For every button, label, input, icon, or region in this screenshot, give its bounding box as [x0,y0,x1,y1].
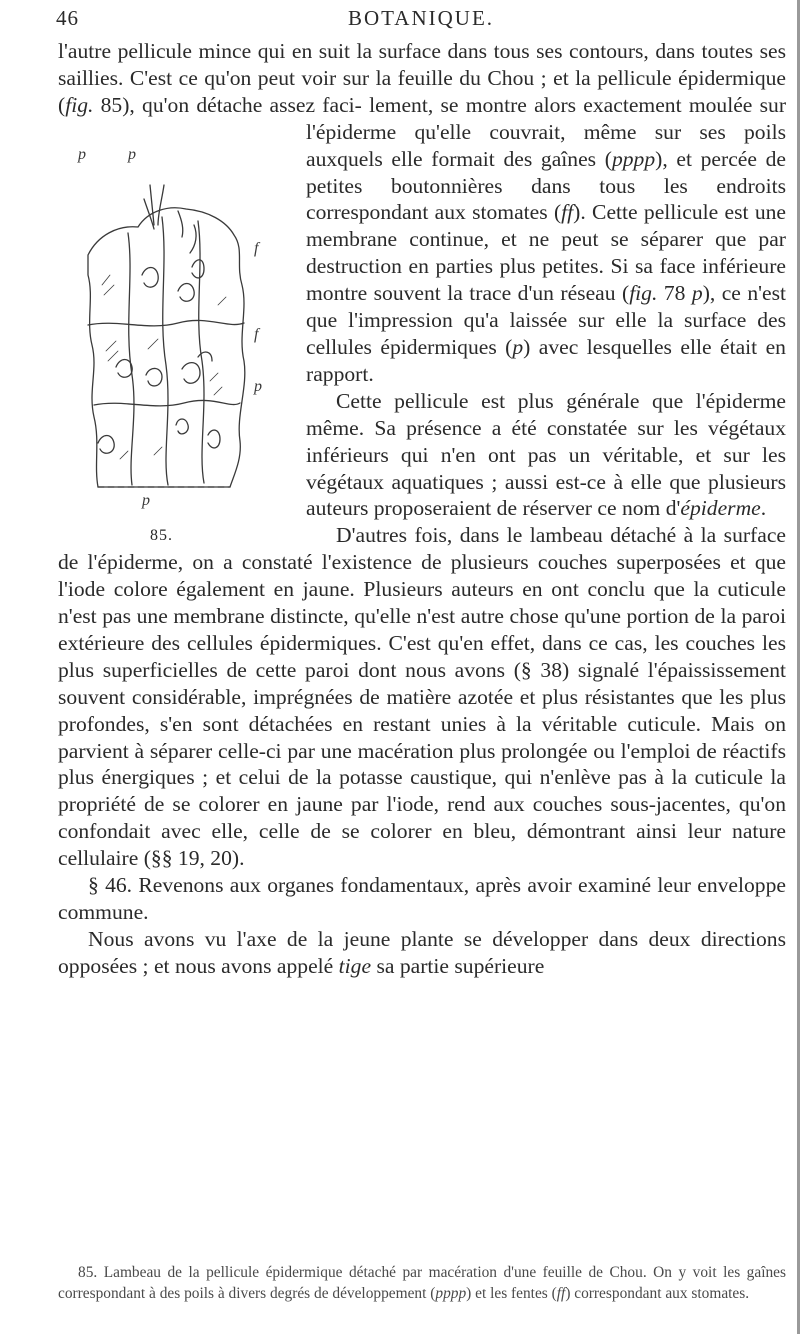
text-line: lement, se montre alors exactement moulée sur l'épiderme qu'elle [306,92,787,144]
label-f: f [254,239,259,257]
figure-caption [58,1262,786,1304]
text-run: Nous avons vu l'axe de la jeune plante se développer dans deux directions opposées ; et nous avons appelé [58,926,786,978]
text-line: l'autre pellicule mince qui en suit la surface dans tous ses contours, [58,39,649,63]
fig-ref: fig. [629,281,658,306]
caption-text: ) et les fentes ( [466,1285,557,1302]
epidermis-engraving [58,125,300,543]
caption-text: ) correspondant aux stomates. [565,1285,750,1302]
text-run: couvrait, même sur ses poils auxquels elle formait des gaînes ( [306,119,787,171]
fig-ref: fig. [65,92,94,117]
label-p: p [254,377,262,395]
label-ref: pppp [611,146,656,171]
text-run: . [760,496,767,521]
figure-85 [58,125,300,543]
label-p: p [78,145,86,163]
paragraph-4: § 46. Revenons aux organes fondamentaux, après avoir examiné leur enveloppe commune. [58,873,786,924]
running-head [56,6,786,32]
caption-text: 85. Lambeau de la pellicule épidermique détaché par macération d'une feuille de Chou. On y voit les gaînes correspondant à des poils à divers degrés de développement ( [58,1264,786,1302]
label-f: f [254,325,259,343]
text-line: dans toutes ses saillies. C'est ce qu'on peut voir sur la feuille du [58,39,786,90]
term: épiderme [680,496,761,521]
paragraph-5 [58,926,786,980]
label-ref: p [691,281,703,306]
label-ref: p [512,334,524,359]
text-run: 78 [657,281,692,306]
term: tige [338,953,372,978]
label-ref: ff [561,200,574,225]
text-line: 85), qu'on détache assez faci- [93,92,362,117]
caption-label: ff [556,1285,566,1302]
running-title: BOTANIQUE. [347,6,495,30]
text-run: sa partie supérieure [371,953,545,978]
label-p: p [128,145,136,163]
text-run: Cette pellicule est plus générale que l'épiderme même. Sa présence a été constatée sur les végétaux inférieurs qui n'en ont pas un véritable, et sur les végétaux aquatiques ; aussi est-ce à elle que plusieurs auteurs proposeraient de réserver ce nom d' [306,388,786,521]
paragraph-3: D'autres fois, dans le lambeau détaché à la surface de l'épiderme, on a constaté l'existence de plusieurs couches superposées et que l'iode colore également en jaune. Plusieurs auteurs en ont conclu que la cuticule n'est pas une membrane distincte, qu'elle n'est autre chose qu'une portion de la paroi extérieure des cellules épidermiques. C'est qu'en effet, dans ce cas, les couches les plus superficielles de cette paroi dont nous avons (§ 38) signalé l'épaississement souvent considérable, imprégnées de matière azotée et plus résistantes que les plus profondes, s'en sont détachées en restant unies à la véritable cuticule. Mais on parvient à séparer celle-ci par une macération plus prolongée ou l'emploi de réactifs plus énergiques ; et celui de la potasse caustique, qui n'enlève pas à la cuticule la propriété de se colorer en jaune par l'iode, rend aux couches sous-jacentes, qu'on confondait avec elle, celle de se colorer en bleu, démontrant ainsi leur nature cellulaire (§§ 19, 20). [58,523,786,871]
caption-label: pppp [435,1285,467,1302]
text-run: ) avec lesquelles elle était en rapport. [306,334,786,386]
page-number: 46 [56,6,79,30]
text-run: ), et percée de petites boutonnières dans tous les endroits correspondant aux stomates ( [306,146,786,225]
body-text [58,38,786,980]
text-run: ), ce n'est que l'impression qu'a laissée sur elle la surface des cellules épidermiques ( [306,281,787,359]
text-run: ). Cette pellicule est une membrane continue, et ne peut se séparer que par destruction en parties plus petites. Si sa face inférieure montre souvent la trace d'un réseau ( [306,200,787,306]
label-p: p [142,491,150,509]
text-line: Chou ; et la pellicule épidermique ( [58,65,786,117]
figure-number: 85. [150,526,173,544]
